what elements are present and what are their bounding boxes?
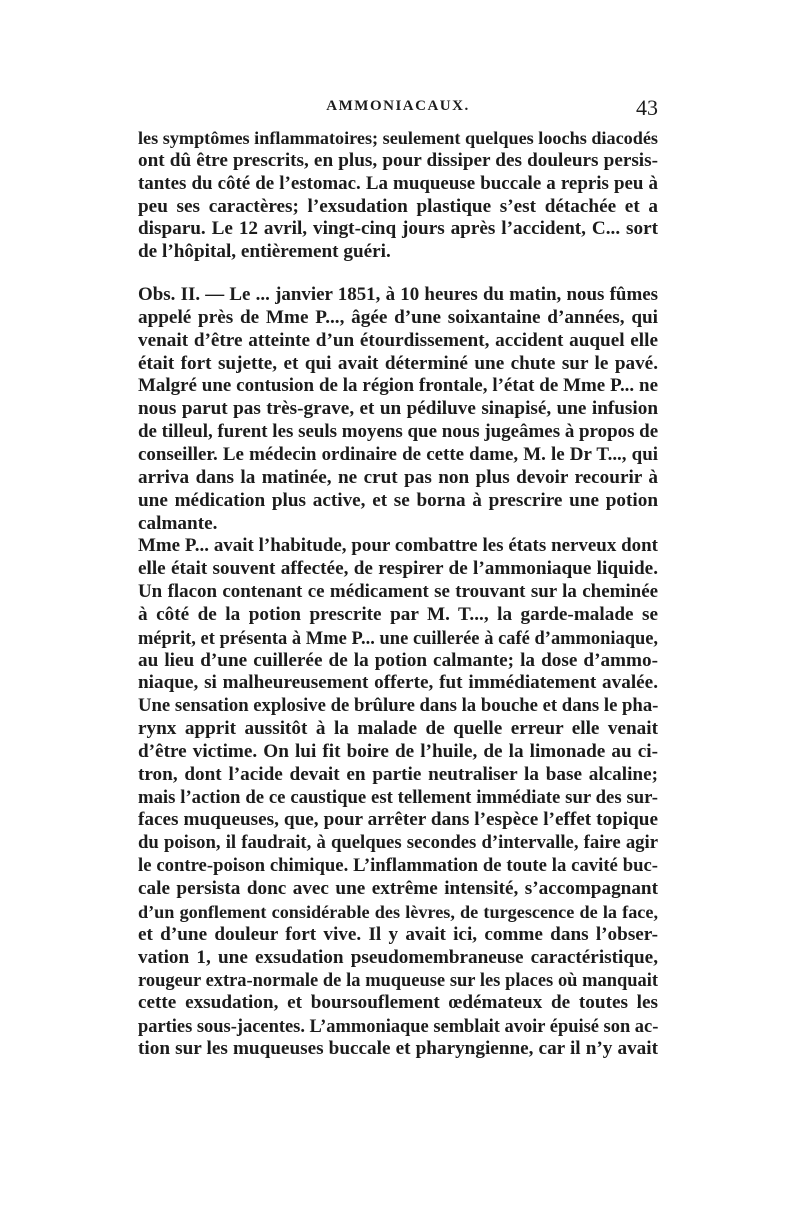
text-line: nous parut pas très-grave, et un pédiluve sinapisé, une infusion [138, 398, 658, 420]
text-line: conseiller. Le médecin ordinaire de cette dame, M. le Dr T..., qui [138, 443, 658, 465]
text-line: arriva dans la matinée, ne crut pas non plus devoir recourir à [138, 466, 658, 488]
text-line: disparu. Le 12 avril, vingt-cinq jours après l’accident, C... sort [138, 218, 658, 240]
text-line: d’un gonflement considérable des lèvres, de turgescence de la face, [138, 901, 658, 922]
text-line: tron, dont l’acide devait en partie neutraliser la base alcaline; [138, 763, 658, 785]
running-head [138, 95, 658, 124]
text-line: tantes du côté de l’estomac. La muqueuse buccale a repris peu à [138, 172, 658, 194]
text-line: Mme P... avait l’habitude, pour combattre les états nerveux dont [138, 535, 658, 557]
page-number: 43 [636, 95, 658, 120]
text-line: tion sur les muqueuses buccale et pharyngienne, car il n’y avait [138, 1037, 658, 1059]
text-line: de tilleul, furent les seuls moyens que nous jugeâmes à propos de [138, 421, 658, 443]
text-line: Obs. II. — Le ... janvier 1851, à 10 heures du matin, nous fûmes [138, 284, 658, 306]
text-line: les symptômes inflammatoires; seulement quelques loochs diacodés [138, 128, 658, 148]
text-line: et d’une douleur fort vive. Il y avait ici, comme dans l’obser- [138, 923, 658, 945]
text-line: vation 1, une exsudation pseudomembraneuse caractéristique, [138, 946, 658, 968]
text-line: à côté de la potion prescrite par M. T..., la garde-malade se [138, 603, 658, 625]
text-line: d’être victime. On lui fit boire de l’huile, de la limonade au ci- [138, 740, 658, 762]
text-line: Malgré une contusion de la région frontale, l’état de Mme P... ne [138, 375, 658, 397]
text-line: ont dû être prescrits, en plus, pour dissiper des douleurs persis- [138, 149, 658, 171]
text-line: appelé près de Mme P..., âgée d’une soixantaine d’années, qui [138, 306, 658, 328]
text-line: calmante. [138, 512, 218, 534]
paragraph-continuation [138, 127, 658, 264]
paragraph-ammonia-ingestion [138, 535, 658, 1060]
text-line: une médication plus active, et se borna à prescrire une potion [138, 489, 658, 511]
text-line: parties sous-jacentes. L’ammoniaque semblait avoir épuisé son ac- [138, 1016, 658, 1037]
text-line: du poison, il faudrait, à quelques secondes d’intervalle, faire agir [138, 832, 658, 854]
paragraph-observation-2 [138, 284, 658, 535]
text-line: mais l’action de ce caustique est tellement immédiate sur des sur- [138, 786, 658, 808]
body-text [138, 127, 658, 1061]
text-line: méprit, et présenta à Mme P... une cuillerée à café d’ammoniaque, [138, 627, 658, 648]
text-line: au lieu d’une cuillerée de la potion calmante; la dose d’ammo- [138, 649, 658, 671]
text-line: rougeur extra-normale de la muqueuse sur les places où manquait [138, 970, 658, 991]
text-line: était fort sujette, et qui avait déterminé une chute sur le pavé. [138, 352, 658, 374]
text-line: peu ses caractères; l’exsudation plastique s’est détachée et a [138, 195, 658, 217]
text-line: Une sensation explosive de brûlure dans la bouche et dans le pha- [138, 695, 658, 717]
running-head-title: AMMONIACAUX. [326, 98, 470, 114]
text-line: cale persista donc avec une extrême intensité, s’accompagnant [138, 878, 658, 899]
text-line: elle était souvent affectée, de respirer de l’ammoniaque liquide. [138, 558, 658, 580]
text-line: venait d’être atteinte d’un étourdissement, accident auquel elle [138, 329, 658, 351]
text-line: Un flacon contenant ce médicament se trouvant sur la cheminée [138, 581, 658, 603]
text-line: cette exsudation, et boursouflement œdémateux de toutes les [138, 992, 658, 1014]
text-line: rynx apprit aussitôt à la malade de quelle erreur elle venait [138, 718, 658, 740]
paragraph-gap [138, 264, 658, 284]
text-line: niaque, si malheureusement offerte, fut immédiatement avalée. [138, 672, 658, 694]
text-line: faces muqueuses, que, pour arrêter dans l’espèce l’effet topique [138, 809, 658, 831]
text-line: le contre-poison chimique. L’inflammation de toute la cavité buc- [138, 855, 658, 877]
text-line: de l’hôpital, entièrement guéri. [138, 241, 391, 263]
